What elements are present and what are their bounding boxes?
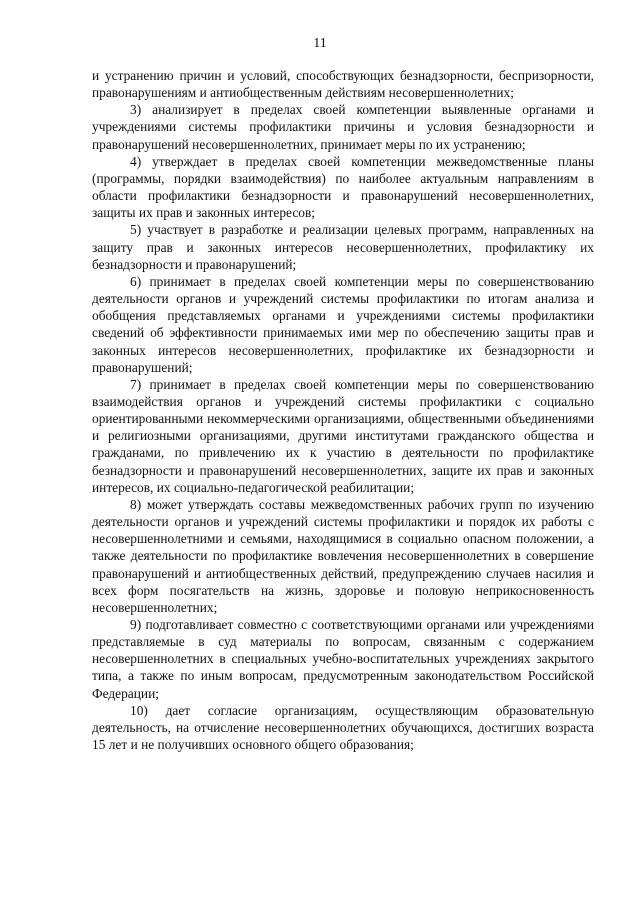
- paragraph-item-7: 7) принимает в пределах своей компетенции меры по совершенствованию взаимодействия органов и учреждений системы профилактики с социально ориентированными некоммерческими организациями, общественными объединениями и религиозными организациями, другими институтами гражданского общества и гражданами, по привлечению их к участию в деятельности по профилактике безнадзорности и правонарушений несовершеннолетних, защите их прав и законных интересов, их социально-педагогической реабилитации;: [92, 376, 594, 495]
- page-number: 11: [313, 36, 327, 51]
- document-body: [92, 67, 594, 753]
- paragraph-item-3: 3) анализирует в пределах своей компетенции выявленные органами и учреждениями системы профилактики причины и условия безнадзорности и правонарушений несовершеннолетних, принимает меры по их устранению;: [92, 102, 594, 152]
- paragraph-item-9: 9) подготавливает совместно с соответствующими органами или учреждениями представляемые в суд материалы по вопросам, связанным с содержанием несовершеннолетних в специальных учебно-воспитательных учреждениях закрытого типа, а также по иным вопросам, предусмотренным законодательством Российской Федерации;: [92, 617, 594, 701]
- paragraph-item-10: 10) дает согласие организациям, осуществляющим образовательную деятельность, на отчисление несовершеннолетних обучающихся, достигших возраста 15 лет и не получивших основного общего образования;: [92, 702, 594, 753]
- paragraph-item-5: 5) участвует в разработке и реализации целевых программ, направленных на защиту прав и законных интересов несовершеннолетних, профилактику их безнадзорности и правонарушений;: [92, 222, 594, 272]
- paragraph-continuation: и устранению причин и условий, способствующих безнадзорности, беспризорности, правонарушениям и антиобщественным действиям несовершеннолетних;: [92, 68, 594, 101]
- paragraph-item-4: 4) утверждает в пределах своей компетенции межведомственные планы (программы, порядки взаимодействия) по наиболее актуальным направлениям в области профилактики безнадзорности и правонарушений несовершеннолетних, защиты их прав и законных интересов;: [92, 153, 594, 221]
- paragraph-item-6: 6) принимает в пределах своей компетенции меры по совершенствованию деятельности органов и учреждений системы профилактики по итогам анализа и обобщения представляемых органами и учреждениями системы профилактики сведений об эффективности принимаемых ими мер по обеспечению защиты прав и законных интересов несовершеннолетних, профилактике их безнадзорности и правонарушений;: [92, 273, 594, 375]
- paragraph-item-8: 8) может утверждать составы межведомственных рабочих групп по изучению деятельности органов и учреждений системы профилактики и порядок их работы с несовершеннолетними и семьями, находящимися в социально опасном положении, а также деятельности по профилактике вовлечения несовершеннолетних в совершение правонарушений и антиобщественных действий, предупреждению случаев насилия и всех форм посягательств на жизнь, здоровье и половую неприкосновенность несовершеннолетних;: [92, 496, 594, 615]
